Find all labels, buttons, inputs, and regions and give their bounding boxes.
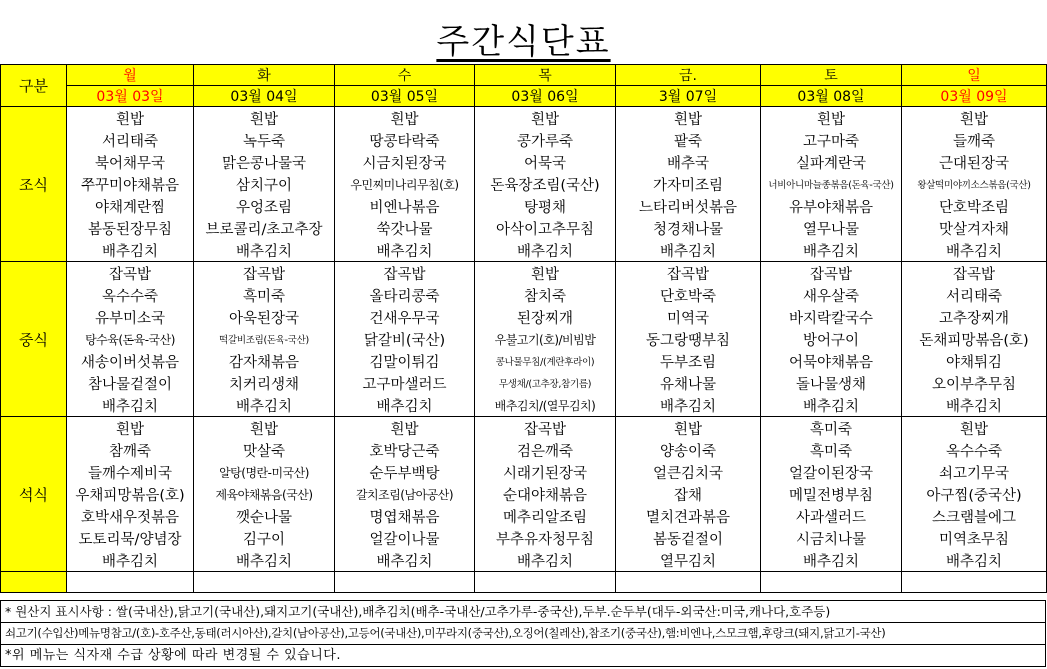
menu-cell: 감자채볶음: [194, 350, 335, 372]
menu-cell: 배추김치: [67, 549, 194, 572]
menu-cell: 쭈꾸미야채볶음: [67, 173, 194, 195]
menu-cell: 열무김치: [616, 549, 761, 572]
menu-cell: 단호박죽: [616, 284, 761, 306]
menu-cell: 브로콜리/초고추장: [194, 217, 335, 239]
menu-row: [1, 151, 1047, 173]
menu-cell: 흰밥: [761, 107, 902, 130]
date-header-tue: 03월 04일: [194, 86, 335, 107]
menu-cell: 갈치조림(남아공산): [335, 483, 475, 505]
menu-cell: 열무나물: [761, 217, 902, 239]
menu-cell: 잡곡밥: [475, 417, 616, 440]
menu-cell: 어묵국: [475, 151, 616, 173]
menu-cell: 야채계란찜: [67, 195, 194, 217]
menu-cell: 도토리묵/양념장: [67, 527, 194, 549]
date-header-fri: 3월 07일: [616, 86, 761, 107]
menu-cell: 단호박조림: [902, 195, 1047, 217]
menu-cell: 배추김치: [335, 239, 475, 262]
menu-cell: 유부미소국: [67, 306, 194, 328]
menu-cell: 맛살겨자채: [902, 217, 1047, 239]
menu-cell: 얼큰김치국: [616, 461, 761, 483]
page-title-text: 주간식단표: [436, 22, 611, 62]
menu-cell: 우채피망볶음(호): [67, 483, 194, 505]
menu-cell: 팥죽: [616, 129, 761, 151]
weekly-menu-table: [0, 64, 1047, 593]
menu-cell: 잡곡밥: [194, 262, 335, 285]
menu-body: [1, 107, 1047, 593]
menu-cell: 흰밥: [67, 417, 194, 440]
menu-cell: 배추김치: [335, 394, 475, 417]
menu-cell: 배추김치: [475, 239, 616, 262]
empty-cell: [1, 572, 67, 593]
menu-cell: 청경채나물: [616, 217, 761, 239]
menu-cell: 시래기된장국: [475, 461, 616, 483]
menu-cell: 배추김치: [194, 394, 335, 417]
menu-row: [1, 173, 1047, 195]
menu-cell: 서리태죽: [67, 129, 194, 151]
menu-cell: 순대야채볶음: [475, 483, 616, 505]
menu-cell: 새송이버섯볶음: [67, 350, 194, 372]
date-header-wed: 03월 05일: [335, 86, 475, 107]
menu-cell: 우불고기(호)/비빔밥: [475, 328, 616, 350]
menu-cell: 옥수수죽: [67, 284, 194, 306]
menu-cell: 건새우무국: [335, 306, 475, 328]
menu-cell: 땅콩타락죽: [335, 129, 475, 151]
menu-cell: 서리태죽: [902, 284, 1047, 306]
menu-cell: 알탕(명란-미국산): [194, 461, 335, 483]
menu-cell: 참깨죽: [67, 439, 194, 461]
menu-cell: 호박새우젓볶음: [67, 505, 194, 527]
origin-note-2: 쇠고기(수입산)메뉴명참고/(호)-호주산,동태(러시아산),갈치(남아공산),고등어(국내산),미꾸라지(중국산),오징어(칠레산),참조기(중국산),햄:비엔나,스모크햄,후랑크(돼지,닭고기-국산): [0, 623, 1046, 645]
menu-cell: 흰밥: [475, 107, 616, 130]
menu-cell: 너비아니마늘종볶음(돈육-국산): [761, 173, 902, 195]
menu-cell: 아구찜(중국산): [902, 483, 1047, 505]
menu-cell: 제육야채볶음(국산): [194, 483, 335, 505]
menu-row: [1, 439, 1047, 461]
day-header-sat: 토: [761, 65, 902, 86]
menu-cell: 호박당근죽: [335, 439, 475, 461]
menu-cell: 느타리버섯볶음: [616, 195, 761, 217]
menu-cell: 북어채무국: [67, 151, 194, 173]
menu-cell: 쇠고기무국: [902, 461, 1047, 483]
menu-row: [1, 107, 1047, 130]
disclaimer-note: *위 메뉴는 식자재 수급 상황에 따라 변경될 수 있습니다.: [0, 645, 1046, 667]
menu-cell: 콩가루죽: [475, 129, 616, 151]
menu-cell: 잡곡밥: [902, 262, 1047, 285]
day-header-thu: 목: [475, 65, 616, 86]
menu-row: [1, 394, 1047, 417]
meal-label: 석식: [1, 417, 67, 572]
menu-cell: 미역국: [616, 306, 761, 328]
menu-cell: 시금치된장국: [335, 151, 475, 173]
menu-cell: 멸치견과볶음: [616, 505, 761, 527]
notes-section: [0, 600, 1046, 667]
menu-cell: 콩나물무침/(계란후라이): [475, 350, 616, 372]
menu-cell: 순두부백탕: [335, 461, 475, 483]
menu-cell: 잡곡밥: [335, 262, 475, 285]
menu-cell: 배추김치: [761, 239, 902, 262]
meal-label: 조식: [1, 107, 67, 262]
menu-cell: 야채튀김: [902, 350, 1047, 372]
menu-row: [1, 195, 1047, 217]
menu-cell: 올타리콩죽: [335, 284, 475, 306]
empty-cell: [902, 572, 1047, 593]
menu-cell: 스크램블에그: [902, 505, 1047, 527]
menu-cell: 배추국: [616, 151, 761, 173]
empty-cell: [194, 572, 335, 593]
day-header-mon: 월: [67, 65, 194, 86]
menu-cell: 배추김치: [67, 239, 194, 262]
menu-cell: 고구마죽: [761, 129, 902, 151]
menu-cell: 배추김치: [475, 549, 616, 572]
menu-cell: 맑은콩나물국: [194, 151, 335, 173]
menu-cell: 흰밥: [616, 417, 761, 440]
menu-cell: 된장찌개: [475, 306, 616, 328]
menu-cell: 배추김치: [194, 239, 335, 262]
menu-cell: 떡갈비조림(돈육-국산): [194, 328, 335, 350]
menu-row: [1, 239, 1047, 262]
empty-cell: [335, 572, 475, 593]
date-header-row: [1, 86, 1047, 107]
menu-cell: 아욱된장국: [194, 306, 335, 328]
menu-cell: 옥수수죽: [902, 439, 1047, 461]
menu-cell: 얼갈이된장국: [761, 461, 902, 483]
day-header-fri: 금.: [616, 65, 761, 86]
menu-cell: 흰밥: [194, 417, 335, 440]
menu-cell: 어묵야채볶음: [761, 350, 902, 372]
menu-cell: 바지락칼국수: [761, 306, 902, 328]
menu-cell: 고구마샐러드: [335, 372, 475, 394]
menu-cell: 양송이죽: [616, 439, 761, 461]
menu-cell: 흰밥: [902, 107, 1047, 130]
menu-cell: 치커리생채: [194, 372, 335, 394]
day-header-sun: 일: [902, 65, 1047, 86]
menu-cell: 흰밥: [194, 107, 335, 130]
menu-cell: 쑥갓나물: [335, 217, 475, 239]
menu-cell: 흑미죽: [194, 284, 335, 306]
menu-row: [1, 461, 1047, 483]
menu-cell: 흰밥: [616, 107, 761, 130]
menu-cell: 흰밥: [335, 107, 475, 130]
menu-cell: 사과샐러드: [761, 505, 902, 527]
menu-cell: 명엽채볶음: [335, 505, 475, 527]
menu-cell: 방어구이: [761, 328, 902, 350]
menu-cell: 우엉조림: [194, 195, 335, 217]
meal-label: 중식: [1, 262, 67, 417]
menu-cell: 들깨죽: [902, 129, 1047, 151]
menu-cell: 배추김치: [616, 394, 761, 417]
spacer-row: [1, 572, 1047, 593]
date-header-sat: 03월 08일: [761, 86, 902, 107]
menu-cell: 배추김치: [616, 239, 761, 262]
menu-cell: 검은깨죽: [475, 439, 616, 461]
menu-cell: 흰밥: [475, 262, 616, 285]
menu-cell: 돈채피망볶음(호): [902, 328, 1047, 350]
menu-cell: 잡곡밥: [616, 262, 761, 285]
empty-cell: [67, 572, 194, 593]
date-header-sun: 03월 09일: [902, 86, 1047, 107]
menu-cell: 참나물겉절이: [67, 372, 194, 394]
menu-cell: 흰밥: [67, 107, 194, 130]
menu-cell: 오이부추무침: [902, 372, 1047, 394]
menu-row: [1, 129, 1047, 151]
menu-cell: 배추김치: [902, 394, 1047, 417]
menu-cell: 얼갈이나물: [335, 527, 475, 549]
menu-cell: 메밀전병부침: [761, 483, 902, 505]
menu-cell: 녹두죽: [194, 129, 335, 151]
menu-cell: 김말이튀김: [335, 350, 475, 372]
menu-cell: 잡채: [616, 483, 761, 505]
menu-cell: 배추김치: [902, 239, 1047, 262]
menu-cell: 배추김치/(열무김치): [475, 394, 616, 417]
menu-cell: 배추김치: [761, 394, 902, 417]
menu-cell: 탕평채: [475, 195, 616, 217]
menu-row: [1, 505, 1047, 527]
menu-cell: 유부야채볶음: [761, 195, 902, 217]
menu-row: [1, 284, 1047, 306]
menu-cell: 들깨수제비국: [67, 461, 194, 483]
menu-cell: 맛살죽: [194, 439, 335, 461]
menu-row: [1, 372, 1047, 394]
menu-cell: 흰밥: [335, 417, 475, 440]
menu-cell: 배추김치: [194, 549, 335, 572]
menu-cell: 봄동겉절이: [616, 527, 761, 549]
category-header: 구분: [1, 65, 67, 107]
menu-cell: 아삭이고추무침: [475, 217, 616, 239]
menu-cell: 우민찌미나리무침(호): [335, 173, 475, 195]
menu-cell: 흑미죽: [761, 417, 902, 440]
menu-cell: 탕수육(돈육-국산): [67, 328, 194, 350]
menu-cell: 유채나물: [616, 372, 761, 394]
menu-row: [1, 328, 1047, 350]
menu-cell: 근대된장국: [902, 151, 1047, 173]
menu-cell: 배추김치: [67, 394, 194, 417]
menu-row: [1, 350, 1047, 372]
menu-cell: 김구이: [194, 527, 335, 549]
menu-cell: 비엔나볶음: [335, 195, 475, 217]
menu-row: [1, 262, 1047, 285]
menu-cell: 봄동된장무침: [67, 217, 194, 239]
menu-cell: 잡곡밥: [761, 262, 902, 285]
origin-note: * 원산지 표시사항 : 쌀(국내산),닭고기(국내산),돼지고기(국내산),배추김치(배추-국내산/고추가루-중국산),두부.순두부(대두-외국산:미국,캐나다,호주등): [0, 600, 1046, 623]
menu-cell: 잡곡밥: [67, 262, 194, 285]
menu-cell: 동그랑땡부침: [616, 328, 761, 350]
menu-cell: 깻순나물: [194, 505, 335, 527]
day-header-row: [1, 65, 1047, 86]
empty-cell: [475, 572, 616, 593]
menu-cell: 두부조림: [616, 350, 761, 372]
menu-cell: 부추유자청무침: [475, 527, 616, 549]
menu-cell: 돈육장조림(국산): [475, 173, 616, 195]
menu-cell: 새우살죽: [761, 284, 902, 306]
menu-cell: 시금치나물: [761, 527, 902, 549]
menu-cell: 가자미조림: [616, 173, 761, 195]
menu-row: [1, 217, 1047, 239]
page-title: [0, 14, 1047, 60]
menu-cell: 삼치구이: [194, 173, 335, 195]
menu-row: [1, 306, 1047, 328]
menu-cell: 배추김치: [761, 549, 902, 572]
menu-cell: 흰밥: [902, 417, 1047, 440]
menu-cell: 메추리알조림: [475, 505, 616, 527]
menu-cell: 참치죽: [475, 284, 616, 306]
menu-row: [1, 527, 1047, 549]
menu-cell: 실파계란국: [761, 151, 902, 173]
date-header-mon: 03월 03일: [67, 86, 194, 107]
menu-cell: 왕살떡미야끼소스볶음(국산): [902, 173, 1047, 195]
menu-row: [1, 549, 1047, 572]
menu-cell: 배추김치: [902, 549, 1047, 572]
date-header-thu: 03월 06일: [475, 86, 616, 107]
day-header-wed: 수: [335, 65, 475, 86]
menu-row: [1, 417, 1047, 440]
menu-cell: 닭갈비(국산): [335, 328, 475, 350]
menu-cell: 고추장찌개: [902, 306, 1047, 328]
menu-cell: 미역초무침: [902, 527, 1047, 549]
empty-cell: [761, 572, 902, 593]
empty-cell: [616, 572, 761, 593]
menu-cell: 무생채/(고추장,참기름): [475, 372, 616, 394]
menu-cell: 배추김치: [335, 549, 475, 572]
menu-cell: 돌나물생채: [761, 372, 902, 394]
menu-cell: 흑미죽: [761, 439, 902, 461]
day-header-tue: 화: [194, 65, 335, 86]
menu-row: [1, 483, 1047, 505]
